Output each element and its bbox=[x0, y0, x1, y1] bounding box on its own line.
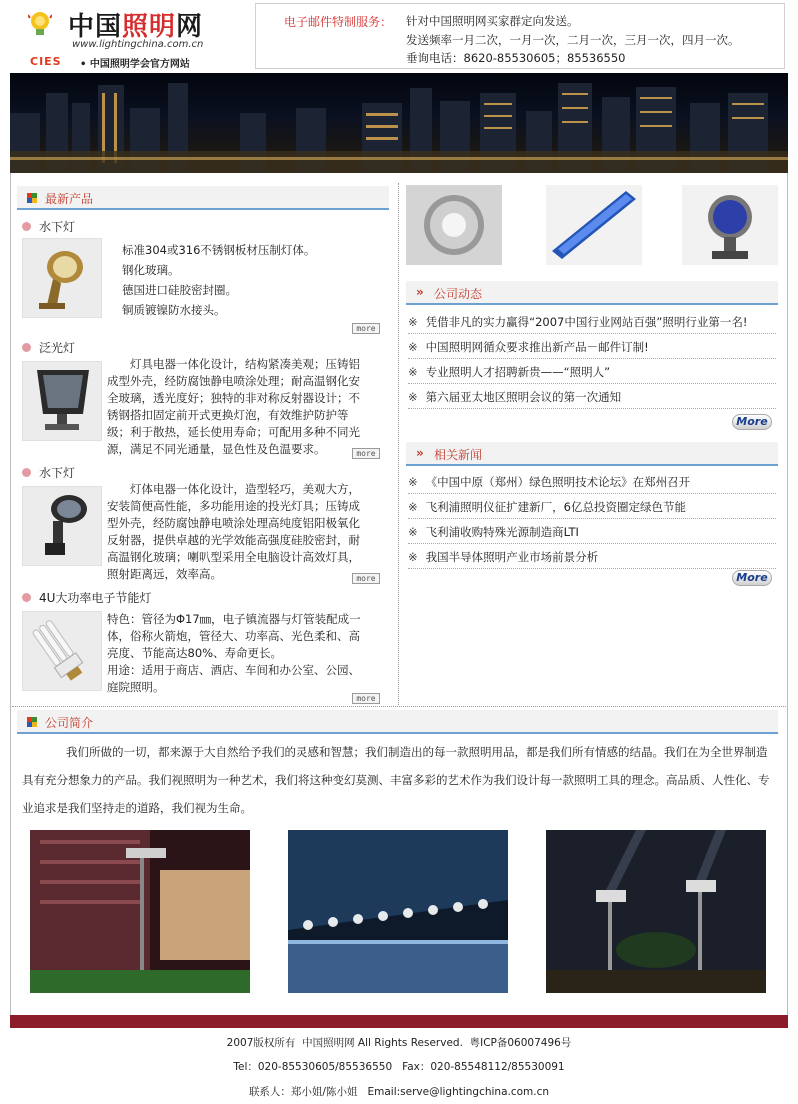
product-image-floodlight[interactable] bbox=[22, 361, 102, 441]
news-separator bbox=[408, 568, 776, 569]
products-header bbox=[17, 186, 389, 210]
product-desc-2 bbox=[107, 356, 360, 458]
footer-copyright: 2007版权所有 中国照明网 All Rights Reserved. 粤ICP备06007496号 bbox=[226, 1037, 572, 1049]
bullet-icon bbox=[22, 468, 31, 477]
product-image-underwater-light[interactable] bbox=[22, 238, 102, 318]
company-news-item[interactable]: ※ 中国照明网循众要求推出新产品－邮件订制! bbox=[408, 340, 649, 354]
photo-street-lamps[interactable] bbox=[30, 830, 250, 993]
desc-line: 反射器，提供卓越的光学效能高强度硅胶密封，耐 bbox=[107, 533, 360, 547]
city-night-banner bbox=[10, 73, 788, 173]
bullet-x-icon: ※ bbox=[408, 475, 418, 489]
palm-lamp-photo bbox=[546, 830, 766, 993]
news-separator bbox=[408, 408, 776, 409]
desc-line: 灯体电器一体化设计，造型轻巧，美观大方， bbox=[107, 482, 360, 496]
bullet-x-icon: ※ bbox=[408, 340, 418, 354]
downlight-icon bbox=[406, 185, 502, 265]
product-more-button-3[interactable]: more bbox=[352, 573, 380, 584]
product-name-4[interactable]: 4U大功率电子节能灯 bbox=[22, 589, 151, 606]
email-service-phone: 垂询电话：8620-85530605；85536550 bbox=[406, 51, 626, 65]
bulb-icon bbox=[28, 10, 52, 40]
news-separator bbox=[408, 543, 776, 544]
bullet-icon bbox=[22, 593, 31, 602]
products-title: 最新产品 bbox=[45, 192, 94, 206]
bullet-x-icon: ※ bbox=[408, 525, 418, 539]
email-service-line: 针对中国照明网买家群定向发送。 bbox=[406, 14, 579, 28]
building-lights-photo bbox=[288, 830, 508, 993]
footer-bar bbox=[10, 1015, 788, 1028]
official-site-label: • 中国照明学会官方网站 bbox=[80, 59, 190, 70]
desc-line: 用途：适用于商店、酒店、车间和办公室、公园、 bbox=[107, 663, 360, 677]
company-news-header bbox=[406, 281, 778, 305]
related-news-item[interactable]: ※ 《中国中原（郑州）绿色照明技术论坛》在郑州召开 bbox=[408, 475, 691, 489]
news-separator bbox=[408, 333, 776, 334]
desc-line: 标准304或316不锈钢板材压制灯体。 bbox=[122, 243, 316, 257]
desc-line: 锈钢搭扣固定前开式更换灯泡，有效维护防护等 bbox=[107, 408, 349, 422]
desc-line: 型外壳，经防腐蚀静电喷涂处理高纯度铝阳极氧化 bbox=[107, 516, 360, 530]
related-news-more-button[interactable]: More bbox=[732, 570, 772, 586]
email-service-label: 电子邮件特制服务： bbox=[284, 15, 393, 29]
related-news-item[interactable]: ※ 飞利浦照明仪征扩建新厂，6亿总投资圈定绿色节能 bbox=[408, 500, 686, 514]
featured-tube-light-image[interactable] bbox=[546, 185, 642, 265]
double-chevron-icon: » bbox=[416, 446, 424, 460]
product-more-button-1[interactable]: more bbox=[352, 323, 380, 334]
bullet-icon bbox=[22, 343, 31, 352]
tube-light-icon bbox=[546, 185, 642, 265]
related-news-title: 相关新闻 bbox=[434, 448, 483, 462]
email-service-box bbox=[255, 3, 785, 69]
company-news-more-button[interactable]: More bbox=[732, 414, 772, 430]
company-news-item[interactable]: ※ 第六届亚太地区照明会议的第一次通知 bbox=[408, 390, 622, 404]
desc-line: 灯具电器一体化设计，结构紧凑美观；压铸铝 bbox=[107, 357, 360, 371]
double-chevron-icon: » bbox=[416, 285, 424, 299]
product-name-2[interactable]: 泛光灯 bbox=[22, 339, 75, 356]
city-skyline-image bbox=[10, 73, 788, 173]
product-desc-3 bbox=[107, 481, 360, 583]
product-more-button-2[interactable]: more bbox=[352, 448, 380, 459]
news-separator bbox=[408, 493, 776, 494]
product-image-underwater-spotlight[interactable] bbox=[22, 486, 102, 566]
floodlight-icon bbox=[23, 362, 101, 440]
section-square-icon bbox=[27, 717, 37, 727]
company-news-item[interactable]: ※ 凭借非凡的实力赢得“2007中国行业网站百强”照明行业第一名! bbox=[408, 315, 748, 329]
header bbox=[0, 0, 798, 72]
desc-line: 体，俗称火箭炮，管径大、功率高、光色柔和、高 bbox=[107, 629, 360, 643]
blue-spotlight-icon bbox=[682, 185, 778, 265]
related-news-item[interactable]: ※ 飞利浦收购特殊光源制造商LTI bbox=[408, 525, 579, 539]
bullet-x-icon: ※ bbox=[408, 365, 418, 379]
related-news-header bbox=[406, 442, 778, 466]
footer-contact: 联系人：郑小姐/陈小姐 Email:serve@lightingchina.com.cn bbox=[248, 1086, 550, 1098]
bullet-icon bbox=[22, 222, 31, 231]
bullet-x-icon: ※ bbox=[408, 500, 418, 514]
company-news-title: 公司动态 bbox=[434, 287, 483, 301]
desc-line: 高温钢化玻璃；喇叭型采用全电脑设计高效灯具， bbox=[107, 550, 360, 564]
bullet-x-icon: ※ bbox=[408, 390, 418, 404]
desc-line: 源，满足不同光通量，显色性及色温要求。 bbox=[107, 442, 326, 456]
desc-line: 照射距离远，效率高。 bbox=[107, 567, 222, 581]
column-divider bbox=[398, 183, 399, 705]
desc-line: 德国进口硅胶密封圈。 bbox=[122, 283, 237, 297]
site-url: www.lightingchina.com.cn bbox=[72, 39, 204, 50]
about-header bbox=[17, 710, 778, 734]
cies-mark: CIES bbox=[30, 55, 62, 68]
spotlight-icon bbox=[23, 487, 101, 565]
desc-line: 庭院照明。 bbox=[107, 680, 165, 694]
news-separator bbox=[408, 383, 776, 384]
featured-downlight-image[interactable] bbox=[406, 185, 502, 265]
desc-line: 亮度、节能高达80%、寿命更长。 bbox=[107, 646, 283, 660]
email-service-frequency: 发送频率一月二次，一月一次，二月一次，三月一次，四月一次。 bbox=[406, 33, 740, 47]
bullet-x-icon: ※ bbox=[408, 315, 418, 329]
desc-line: 级；利于散热，延长使用寿命；可配用多种不同光 bbox=[107, 425, 360, 439]
news-separator bbox=[408, 358, 776, 359]
underwater-light-icon bbox=[23, 239, 101, 317]
section-square-icon bbox=[27, 193, 37, 203]
company-news-item[interactable]: ※ 专业照明人才招聘新贵——“照明人” bbox=[408, 365, 611, 379]
photo-building-lights[interactable] bbox=[288, 830, 508, 993]
desc-line: 铜质镀镍防水接头。 bbox=[122, 303, 226, 317]
product-name-3[interactable]: 水下灯 bbox=[22, 464, 75, 481]
cfl-lamp-icon bbox=[23, 612, 101, 690]
desc-line: 安装简便高性能，多功能用途的投光灯具；压铸成 bbox=[107, 499, 360, 513]
desc-line: 钢化玻璃。 bbox=[122, 263, 180, 277]
product-desc-4 bbox=[107, 611, 361, 696]
about-title: 公司简介 bbox=[45, 716, 94, 730]
about-text: 我们所做的一切，都来源于大自然给予我们的灵感和智慧；我们制造出的每一款照明用品，都是我们所有情感的结晶。我们在为全世界制造具有充分想象力的产品。我们视照明为一种艺术，我们将这种变幻莫测、丰富多彩的艺术作为我们设计每一款照明工具的理念。高品质、人性化、专业追求是我们坚持走的道路，我们视为生命。 bbox=[22, 745, 770, 815]
related-news-item[interactable]: ※ 我国半导体照明产业市场前景分析 bbox=[408, 550, 599, 564]
bullet-x-icon: ※ bbox=[408, 550, 418, 564]
site-name: 中国照明网 bbox=[68, 12, 204, 42]
product-name-1[interactable]: 水下灯 bbox=[22, 218, 75, 235]
street-lamp-photo bbox=[30, 830, 250, 993]
footer-phone-fax: Tel：020-85530605/85536550 Fax：020-85548112/85530091 bbox=[233, 1061, 565, 1073]
product-image-energy-saving-lamp[interactable] bbox=[22, 611, 102, 691]
desc-line: 全玻璃，透光度好；独特的非对称反射器设计；不 bbox=[107, 391, 360, 405]
featured-blue-spotlight-image[interactable] bbox=[682, 185, 778, 265]
product-desc-1 bbox=[122, 240, 315, 320]
section-divider bbox=[12, 706, 786, 707]
desc-line: 特色：管径为Φ17㎜，电子镇流器与灯管装配成一 bbox=[107, 612, 361, 626]
site-logo[interactable] bbox=[18, 4, 238, 70]
product-more-button-4[interactable]: more bbox=[352, 693, 380, 704]
desc-line: 成型外壳，经防腐蚀静电喷涂处理；耐高温钢化安 bbox=[107, 374, 360, 388]
photo-palm-lamps[interactable] bbox=[546, 830, 766, 993]
news-separator bbox=[408, 518, 776, 519]
